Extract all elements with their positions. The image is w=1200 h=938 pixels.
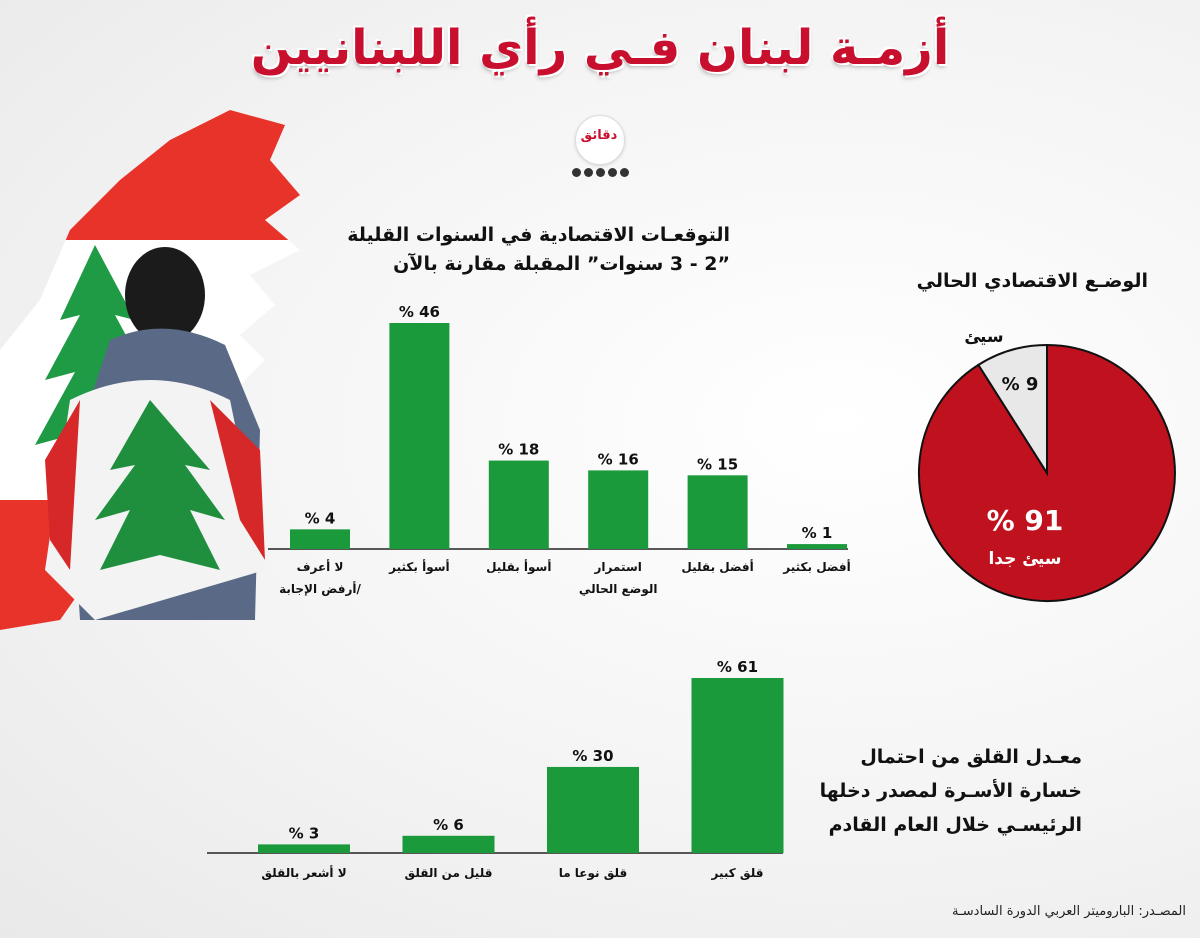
expectations-category-label: /أرفض الإجابة	[279, 582, 361, 596]
pie-slice-bad-label: سيئ	[964, 327, 1004, 347]
expectations-bar-value: % 46	[398, 303, 440, 321]
expectations-category-label: أفضل بكثير	[783, 560, 851, 574]
expectations-bar	[588, 470, 648, 549]
worry-bar-value: % 30	[572, 746, 614, 765]
pie-slice-very-bad-value: % 91	[986, 504, 1064, 537]
worry-bar	[258, 844, 350, 853]
worry-bar-value: % 3	[288, 824, 320, 843]
pie-slice-bad-value: % 9	[1001, 374, 1039, 395]
worry-chart-title-line3: الرئيسـي خلال العام القادم	[828, 814, 1082, 836]
expectations-bar-value: % 18	[498, 440, 540, 459]
pie-slice-very-bad-label: سيئ جدا	[988, 549, 1062, 569]
worry-bar	[692, 678, 784, 853]
expectations-chart-title-line2: ”2 - 3 سنوات” المقبلة مقارنة بالآن	[393, 253, 730, 275]
expectations-category-label: أفضل بقليل	[681, 560, 754, 574]
worry-category-label: قليل من القلق	[404, 866, 493, 880]
worry-category-label: قلق نوعا ما	[558, 866, 628, 880]
source-note: المصـدر: الباروميتر العربي الدورة السادسـة	[952, 904, 1186, 919]
expectations-bar-value: % 15	[697, 455, 739, 474]
expectations-category-label: أسوأ بكثير	[389, 560, 450, 574]
expectations-chart-title-line1: التوقعـات الاقتصادية في السنوات القليلة	[347, 224, 730, 246]
worry-chart-title-line1: معـدل القلق من احتمال	[860, 746, 1082, 768]
expectations-bar	[290, 529, 350, 549]
worry-bar-value: % 6	[433, 815, 464, 834]
worry-category-label: لا أشعر بالقلق	[261, 866, 347, 880]
brand-logo-text: دقائق	[580, 128, 618, 143]
expectations-category-label: استمرار	[594, 560, 642, 574]
worry-bar	[547, 767, 639, 853]
worry-chart-title-line2: خسارة الأسـرة لمصدر دخلها	[819, 780, 1082, 802]
expectations-category-label: الوضع الحالي	[578, 582, 658, 596]
infographic-title: أزمـة لبنان فـي رأي اللبنانيين	[250, 20, 950, 76]
worry-bar	[403, 836, 495, 853]
worry-bar-value: % 61	[716, 658, 759, 676]
expectations-bar	[688, 475, 748, 549]
expectations-bar-value: % 16	[597, 450, 639, 469]
expectations-bar	[489, 461, 549, 549]
expectations-category-label: أسوأ بقليل	[486, 560, 552, 574]
worry-category-label: قلق كبير	[711, 866, 764, 880]
expectations-bar	[787, 544, 847, 549]
expectations-category-label: لا أعرف	[296, 560, 344, 574]
expectations-bar-value: % 4	[304, 509, 336, 528]
current-situation-pie-title: الوضـع الاقتصادي الحالي	[916, 270, 1148, 292]
expectations-bar-value: % 1	[801, 524, 833, 543]
expectations-bar	[389, 323, 449, 549]
